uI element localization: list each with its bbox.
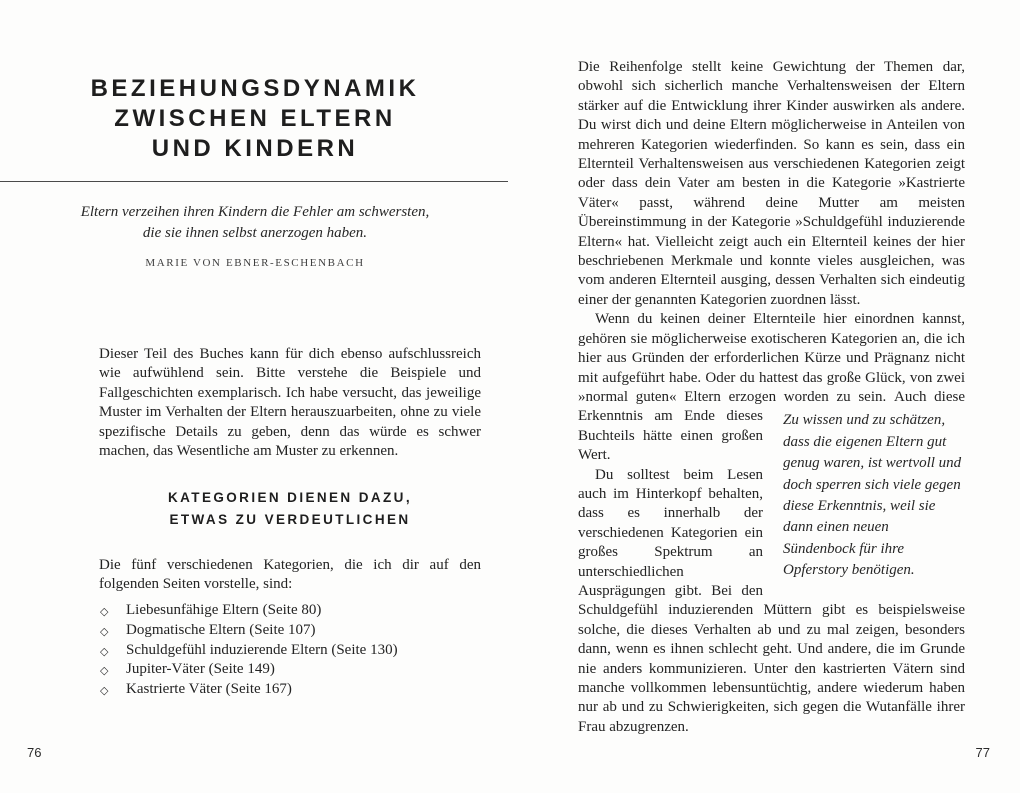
chapter-title-line-3: UND KINDERN <box>151 135 359 163</box>
list-item <box>99 601 481 621</box>
list-item-label: Kastrierte Väter (Seite 167) <box>126 681 292 698</box>
diamond-bullet-icon: ◇ <box>100 644 109 658</box>
body-paragraph-1: Die Reihenfolge stellt keine Gewichtung der Themen dar, obwohl sich sicherlich manche Verhaltensweisen der Eltern stärker auf die Entwicklung ihrer Kinder auswirken als andere. Du wirst dich und deine Eltern möglicherweise in Anteilen von mehreren Kategorien wiederfinden. So kann es sein, dass ein Elternteil Verhaltensweisen aus verschiedenen Kategorien zeigt oder dass dein Vater am besten in die Kategorie »Kastrierte Väter« passt, während deine Mutter am meisten Übereinstimmung in der Kategorie »Schuldgefühl induzierende Eltern« hat. Vielleicht zeigt auch ein Elternteil keines der hier beschriebenen Merkmale und konnte vieles ausgleichen, was vom anderen Elternteil ausging, dessen Verhalten sich eindeutig einer der genannten Kategorien zuordnen lässt. <box>578 59 965 308</box>
intro-paragraph: Dieser Teil des Buches kann für dich ebenso aufschlussreich wie aufwühlend sein. Bitte verstehe die Beispiele und Fallgeschichten exemplarisch. Ich habe versucht, das jeweilige Muster im Verhalten der Eltern herauszuarbeiten, ohne zu viele spezifische Details zu geben, denn das würde es schwer machen, das Wesentliche am Muster zu erkennen. <box>99 346 481 460</box>
diamond-bullet-icon: ◇ <box>100 684 109 698</box>
chapter-title <box>0 74 510 164</box>
list-item <box>99 680 481 700</box>
list-item <box>99 660 481 680</box>
page-number-left: 76 <box>27 745 42 760</box>
body-paragraph-3: Du solltest beim Lesen auch im Hinterkopf behalten, dass es innerhalb der verschiedenen Kategorien ein großes Spektrum an unterschiedlichen Ausprägungen gibt. Bei den Schuldgefühl induzierenden Müttern gibt es beispielsweise solche, die dieses Verhalten ab und zu mal zeigen, besonders dann, wenn es ihnen schlecht geht. Und andere, die im Grunde nie anders kommunizieren. Unter den kastrierten Vätern sind manche vollkommen lebensuntüchtig, andere wiederum haben nur ab und zu Schwierigkeiten, sich gegen die Wutanfälle ihrer Frau abzugrenzen. <box>578 466 965 735</box>
right-text-column <box>578 58 965 737</box>
chapter-title-line-1: BEZIEHUNGSDYNAMIK <box>90 75 420 103</box>
chapter-title-line-2: ZWISCHEN ELTERN <box>114 105 396 133</box>
list-item-label: Schuldgefühl induzierende Eltern (Seite 130) <box>126 641 398 658</box>
diamond-bullet-icon: ◇ <box>100 664 109 678</box>
list-item-label: Liebesunfähige Eltern (Seite 80) <box>126 602 322 618</box>
category-list <box>99 601 481 700</box>
epigraph <box>0 202 510 274</box>
epigraph-line-1: Eltern verzeihen ihren Kindern die Fehler am schwersten, <box>80 204 430 220</box>
subheading-line-1: KATEGORIEN DIENEN DAZU, <box>168 490 412 505</box>
subheading-line-2: ETWAS ZU VERDEUTLICHEN <box>169 512 411 527</box>
body-paragraph-2-before-quote: Wenn du keinen deiner Elternteile hier einordnen kannst, gehören sie möglicherweise exotischeren Kategorien an, die ich hier aus Gründen der erforderlichen Kürze und Prägnanz nicht mit aufgeführt habe. Oder du hattest das große Glück, von zwei »normal guten« Eltern erzogen worden zu sein. <box>578 311 965 405</box>
page-number-right: 77 <box>975 745 990 760</box>
body-paragraph-2-after-quote: Auch diese Erkenntnis am Ende dieses Buchteils hätte einen großen Wert. <box>578 388 966 464</box>
list-item <box>99 621 481 641</box>
section-subheading <box>99 487 481 531</box>
diamond-bullet-icon: ◇ <box>100 605 109 618</box>
body-paragraph-2 <box>578 310 966 579</box>
list-item <box>99 641 481 661</box>
list-item-label: Dogmatische Eltern (Seite 107) <box>126 621 316 638</box>
divider-rule <box>0 181 508 182</box>
pull-quote: Zu wissen und zu schätzen, dass die eigenen Eltern gut genug waren, ist wertvoll und doch sperren sich viele gegen diese Erkenntnis, weil sie dann einen neuen Sündenbock für ihre Opferstory benötigen. <box>783 412 962 579</box>
epigraph-line-2: die sie ihnen selbst anerzogen haben. <box>142 225 368 241</box>
right-page <box>510 0 1020 793</box>
epigraph-attribution: MARIE VON EBNER-ESCHENBACH <box>145 257 365 269</box>
list-item-label: Jupiter-Väter (Seite 149) <box>126 661 275 678</box>
diamond-bullet-icon: ◇ <box>100 624 109 638</box>
list-intro-paragraph: Die fünf verschiedenen Kategorien, die ich dir auf den folgenden Seiten vorstelle, sind: <box>99 557 481 593</box>
